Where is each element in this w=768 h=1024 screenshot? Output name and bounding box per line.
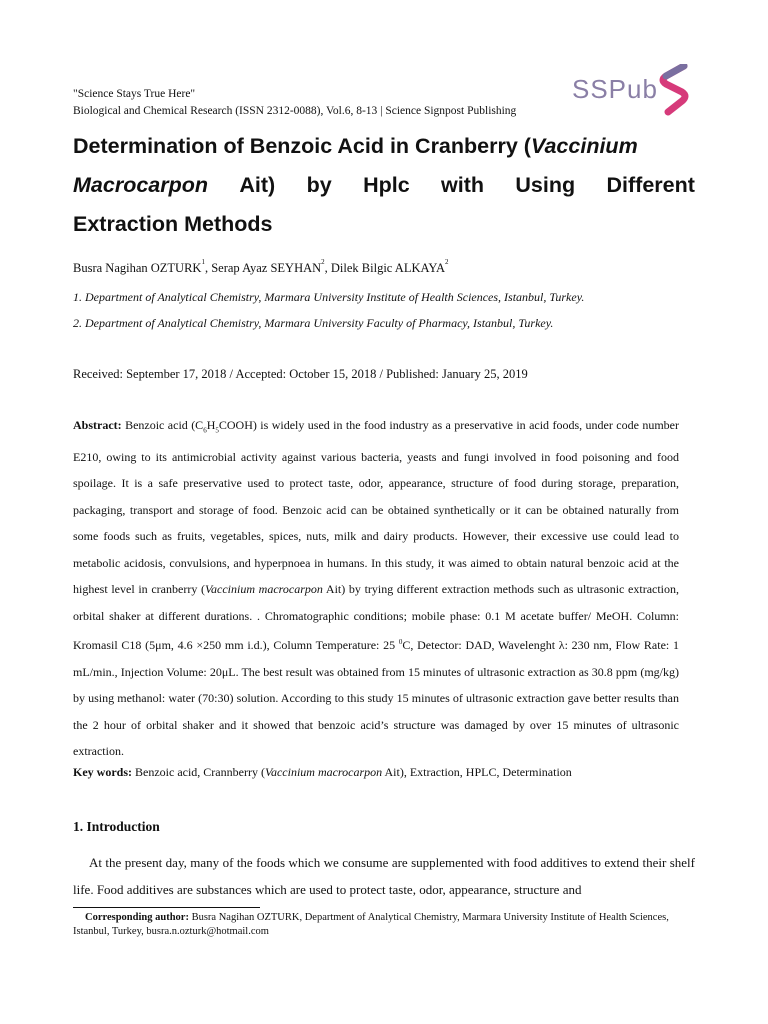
footnote-divider (73, 907, 260, 908)
author-affiliation-mark: 1 (201, 258, 205, 266)
title-word: Ait) (239, 173, 276, 197)
title-word: Using (515, 173, 576, 197)
affiliation-2: 2. Department of Analytical Chemistry, Marmara University Faculty of Pharmacy, Istanbul, Turkey. (73, 316, 554, 330)
abstract: Abstract: Benzoic acid $(C_6H_5COOH)$ is widely used in the food industry as a preservative in acid foods, under code number E210, owing to its antimicrobial activity against various bacteria, yeasts and fungi involved in food poisoning and food spoilage. It is a safe preservative used to protect taste, odor, appearance, structure of food during storage, preparation, packaging, transport and storage of food. Benzoic acid can be obtained synthetically or it can be obtained naturally from some foods such as fruits, vegetables, spices, nuts, milk and dairy products. However, their excessive use could lead to metabolic acidosis, convulsions, and hyperpnoea in humans. In this study, it was aimed to obtain natural benzoic acid at the highest level in cranberry (Vaccinium macrocarpon Ait) by trying different extraction methods such as ultrasonic extraction, orbital shaker at different durations. . Chromatographic conditions; mobile phase: 0.1 M acetate buffer/ MeOH. Column: Kromasil C18 (5μm, 4.6 ×250 mm i.d.), Column Temperature: 25 $^0$C, Detector: DAD, Wavelenght λ: 230 nm, Flow Rate: 1 mL/min., Injection Volume: 20μL. The best result was obtained from 15 minutes of ultrasonic extraction as 30.8 ppm (mg/kg) by using methanol: water (70:30) solution. According to this study 15 minutes of ultrasonic extraction gave better results than the 2 hour of orbital shaker and it showed that benzoic acid’s structure was damaged by over 15 minutes of ultrasonic extraction. (73, 418, 680, 759)
section-heading-introduction: 1. Introduction (73, 819, 160, 834)
title-word: Different (606, 173, 695, 197)
author-name: Busra Nagihan OZTURK (73, 261, 202, 276)
journal-citation: Biological and Chemical Research (ISSN 2312-0088), Vol.6, 8-13 | Science Signpost Publishing (73, 105, 517, 117)
title-word: Macrocarpon (73, 173, 209, 197)
author-name: Dilek Bilgic ALKAYA (330, 261, 446, 276)
author-list: Busra Nagihan OZTURK$^1$, Serap Ayaz SEYHAN$^2$, Dilek Bilgic ALKAYA$^2$ (73, 258, 449, 276)
author-affiliation-mark: 2 (321, 258, 325, 266)
title-word: with (441, 173, 485, 197)
logo-text: SSPub (572, 74, 658, 104)
footnote-label: Corresponding author: (85, 912, 189, 923)
title-word: by (306, 173, 332, 197)
keywords: Key words: Benzoic acid, Crannberry (Vaccinium macrocarpon Ait), Extraction, HPLC, Determination (73, 765, 572, 779)
author-name: Serap Ayaz SEYHAN (211, 261, 322, 276)
publication-dates: Received: September 17, 2018 / Accepted: October 15, 2018 / Published: January 25, 2019 (73, 367, 528, 381)
title-text: Determination of Benzoic Acid in Cranberry ( (73, 134, 531, 158)
corresponding-author-footnote: Corresponding author: Busra Nagihan OZTURK, Department of Analytical Chemistry, Marmara University Institute of Health Sciences, Istanbul, Turkey, busra.n.ozturk@hotmail.com (73, 912, 669, 937)
affiliation-1: 1. Department of Analytical Chemistry, Marmara University Institute of Health Sciences, Istanbul, Turkey. (73, 290, 585, 304)
title-line-1 (73, 127, 695, 166)
title-line-3: Extraction Methods (73, 212, 273, 236)
abstract-label: Abstract: (73, 418, 122, 432)
journal-motto: "Science Stays True Here" (73, 88, 196, 100)
author-affiliation-mark: 2 (445, 258, 449, 266)
title-italic-genus: Vaccinium (530, 134, 638, 158)
title-word: Hplc (363, 173, 410, 197)
title-line-2 (73, 166, 695, 205)
logo-s-mark-icon (658, 64, 692, 116)
keywords-label: Key words: (73, 765, 132, 779)
introduction-paragraph: At the present day, many of the foods which we consume are supplemented with food additives to extend their shelf life. Food additives are substances which are used to protect taste, odor, appearance, structure and (73, 855, 695, 897)
paper-title (73, 127, 695, 244)
publisher-logo (572, 64, 702, 116)
